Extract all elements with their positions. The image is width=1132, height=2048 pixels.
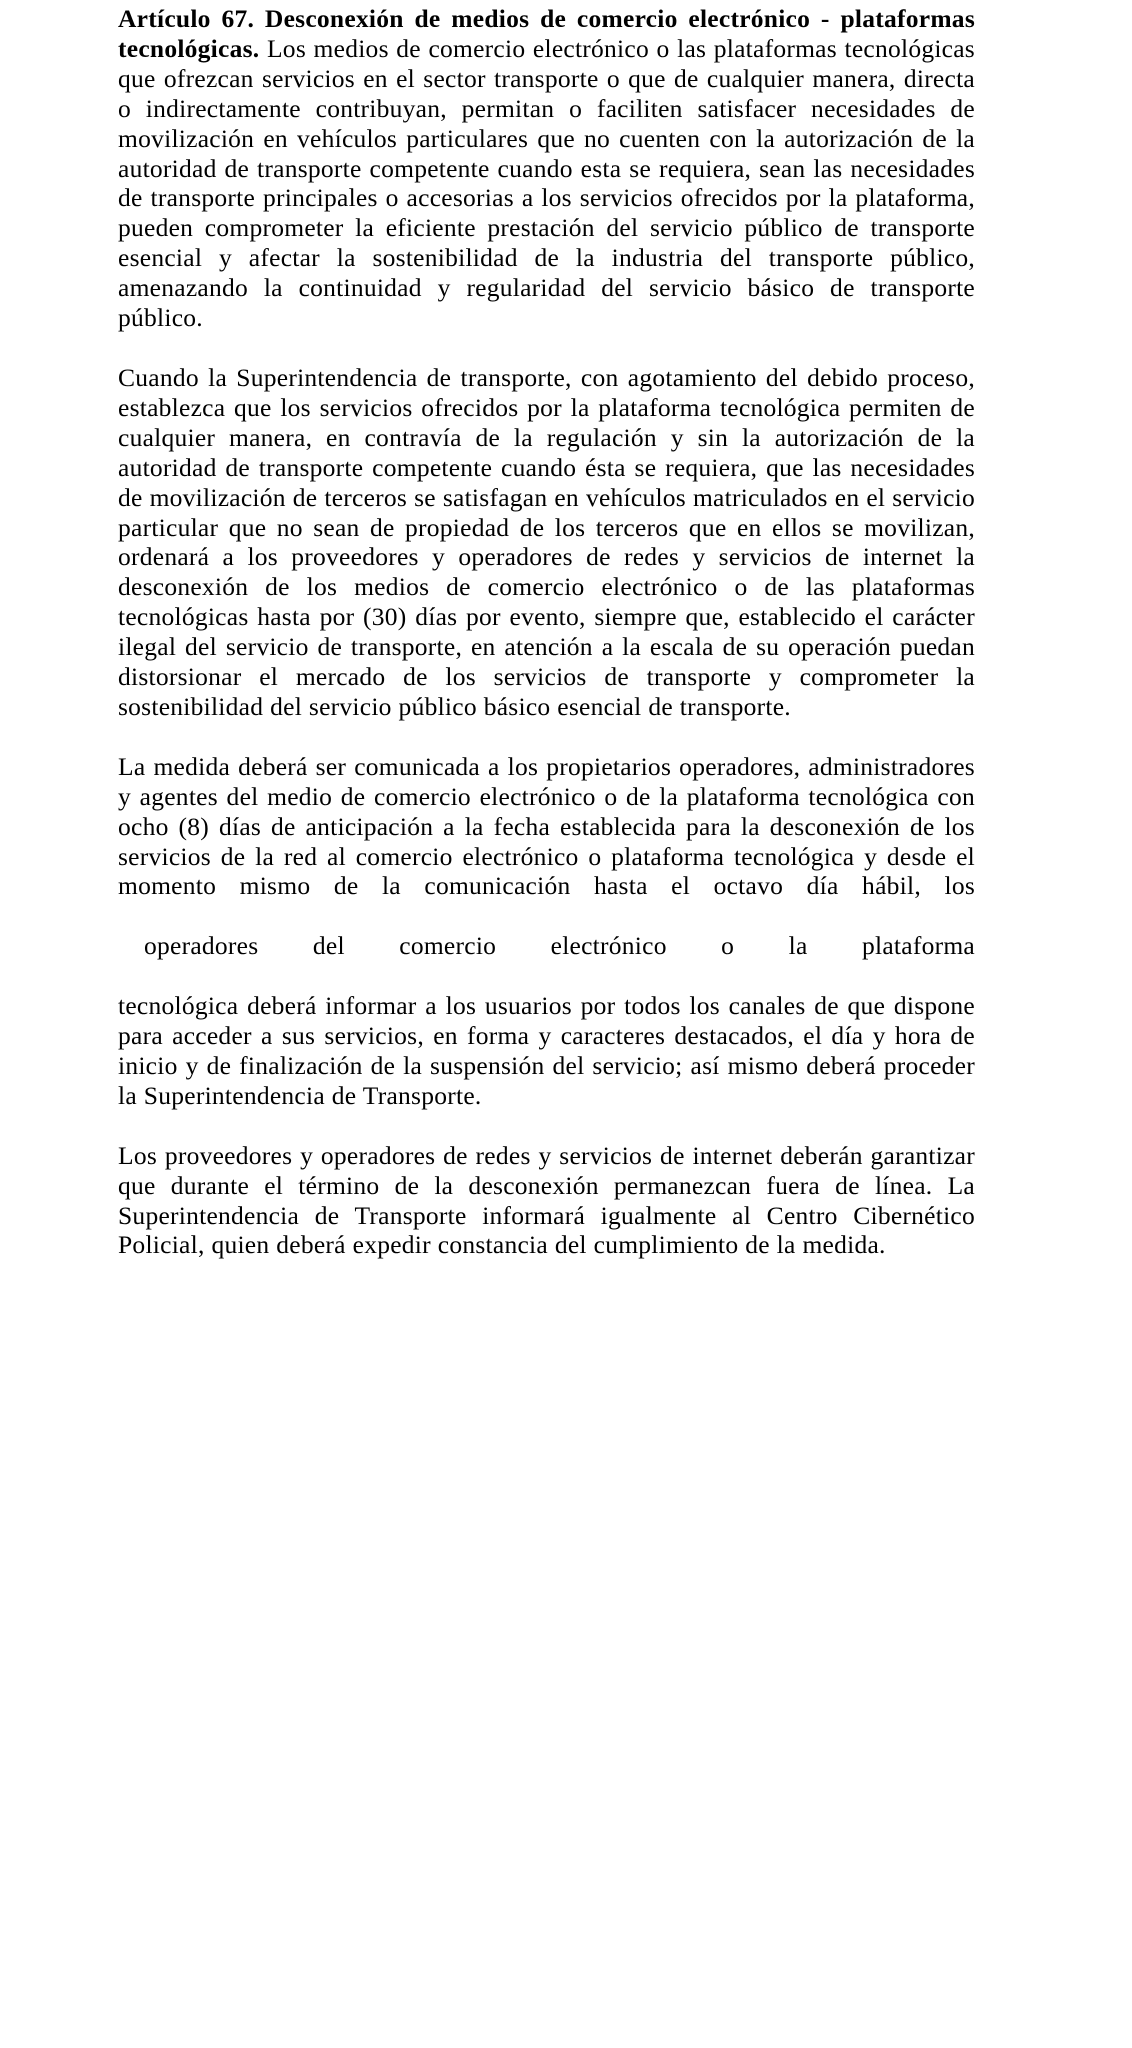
paragraph-2: Cuando la Superintendencia de transporte, con agotamiento del debido proceso, establezca que los servicios ofrecidos por la plataforma tecnológica permiten de cualquier manera, en contravía de la regulación y sin la autorización de la autoridad de transporte competente cuando ésta se requiera, que las necesidades de movilización de terceros se satisfagan en vehículos matriculados en el servicio particular que no sean de propiedad de los terceros que en ellos se movilizan, ordenará a los proveedores y operadores de redes y servicios de internet la desconexión de los medios de comercio electrónico o de las plataformas tecnológicas hasta por (30) días por evento, siempre que, establecido el carácter ilegal del servicio de transporte, en atención a la escala de su operación puedan distorsionar el mercado de los servicios de transporte y comprometer la sostenibilidad del servicio público básico esencial de transporte. [118, 362, 975, 721]
paragraph-4: Los proveedores y operadores de redes y servicios de internet deberán garantizar que durante el término de la desconexión permanezcan fuera de línea. La Superintendencia de Transporte informará igualmente al Centro Cibernético Policial, quien deberá expedir constancia del cumplimiento de la medida. [118, 1140, 975, 1260]
paragraph-1-text: Los medios de comercio electrónico o las plataformas tecnológicas que ofrezcan servicios en el sector transporte o que de cualquier manera, directa o indirectamente contribuyan, permitan o faciliten satisfacer necesidades de movilización en vehículos particulares que no cuenten con la autorización de la autoridad de transporte competente cuando esta se requiera, sean las necesidades de transporte principales o accesorias a los servicios ofrecidos por la plataforma, pueden comprometer la eficiente prestación del servicio público de transporte esencial y afectar la sostenibilidad de la industria del transporte público, amenazando la continuidad y regularidad del servicio básico de transporte público. [118, 33, 975, 333]
paragraph-3-part-2: tecnológica deberá informar a los usuarios por todos los canales de que dispone para acceder a sus servicios, en forma y caracteres destacados, el día y hora de inicio y de finalización de la suspensión del servicio; así mismo deberá proceder la Superintendencia de Transporte. [118, 991, 975, 1110]
paragraph-3-part-1: La medida deberá ser comunicada a los propietarios operadores, administradores y agentes del medio de comercio electrónico o de la plataforma tecnológica con ocho (8) días de anticipación a la fecha establecida para la desconexión de los servicios de la red al comercio electrónico o plataforma tecnológica y desde el momento mismo de la comunicación hasta el octavo día hábil, los [118, 751, 975, 901]
paragraph-article-67 [118, 4, 975, 333]
article-heading: Artículo 67. Desconexión de medios de comercio electrónico - plataformas tecnológicas. [118, 4, 975, 63]
paragraph-3-indented-line: operadores del comercio electrónico o la plataforma [144, 931, 975, 961]
document-body [118, 4, 975, 1260]
paragraph-3 [118, 752, 975, 1111]
